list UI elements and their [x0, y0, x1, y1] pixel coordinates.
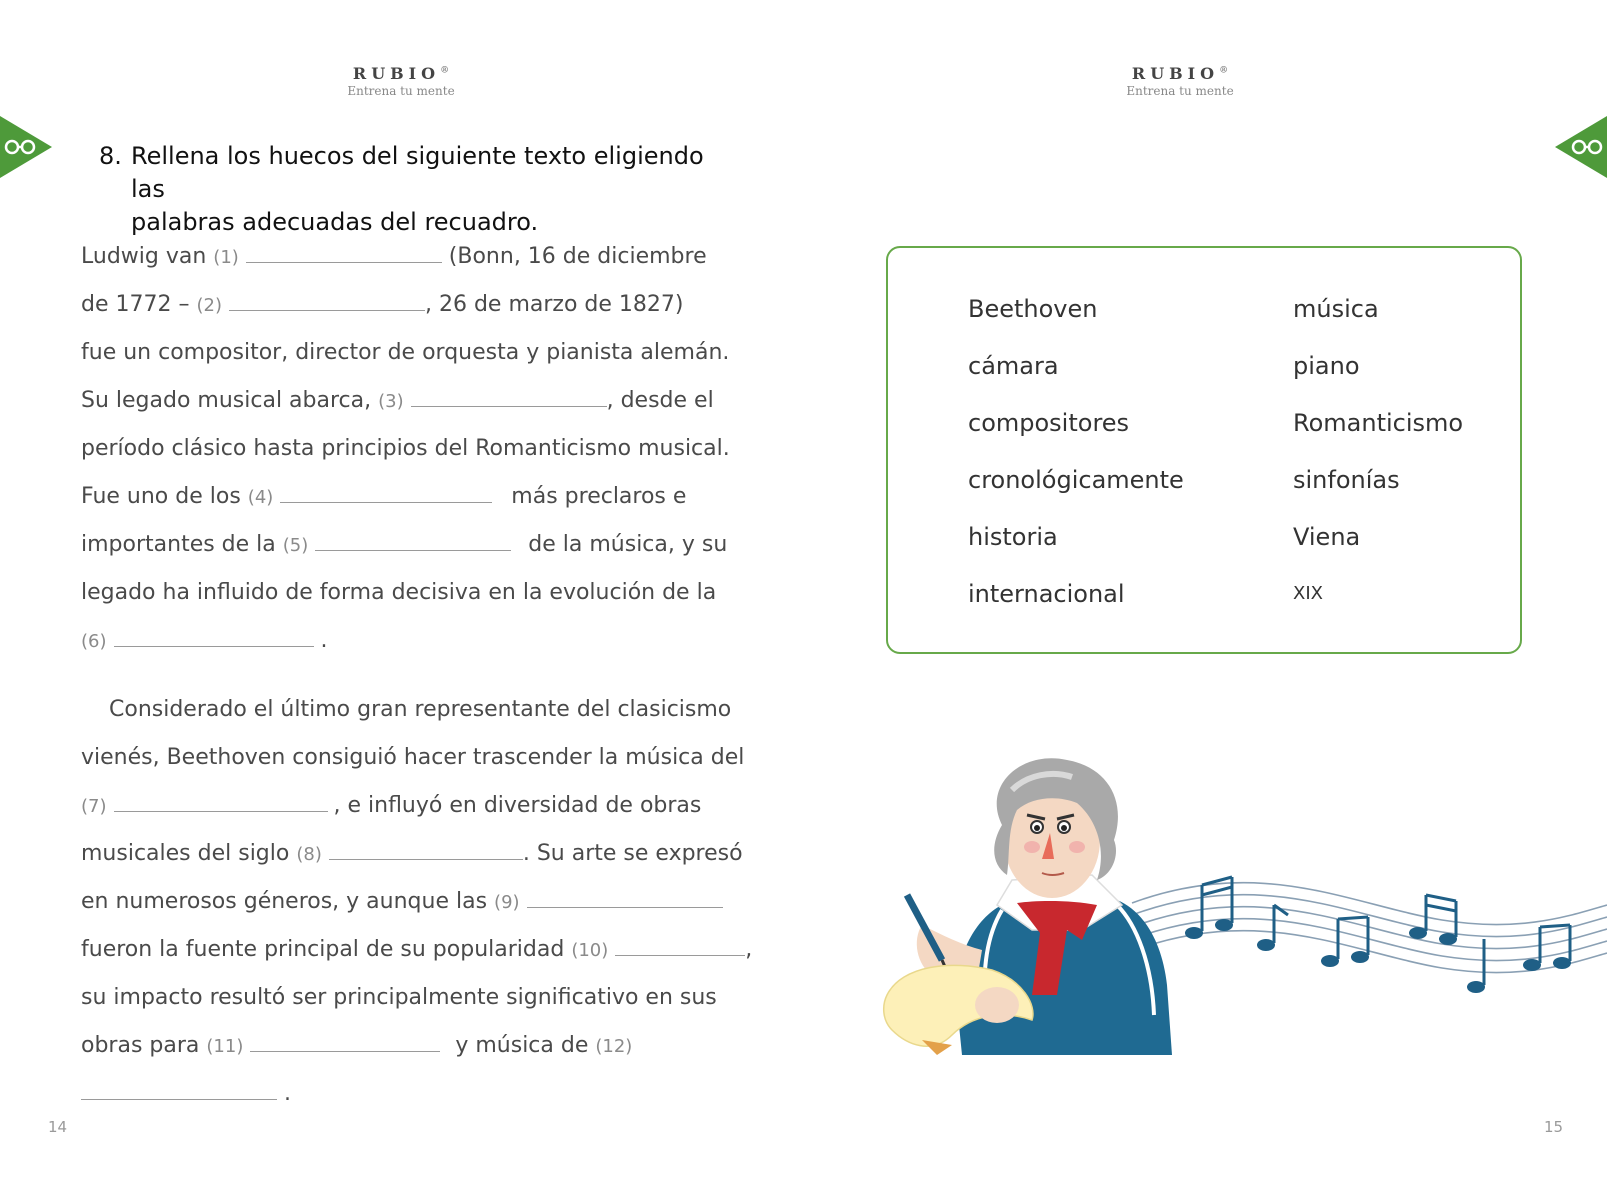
blank-number-5: (5)	[282, 535, 309, 556]
text-line: Considerado el último gran representante del clasicismo	[109, 697, 732, 722]
blank-4[interactable]	[280, 484, 492, 503]
text-line: legado ha influido de forma decisiva en la evolución de la	[81, 580, 717, 605]
text-line: su impacto resultó ser principalmente significativo en sus	[81, 985, 717, 1010]
blank-9[interactable]	[527, 889, 723, 908]
text-line	[81, 1022, 761, 1070]
blank-number-8: (8)	[296, 844, 322, 865]
page-number: 14	[48, 1118, 68, 1136]
text-line	[81, 521, 761, 569]
text-line	[81, 782, 761, 830]
word-bank-item: Beethoven	[968, 295, 1098, 323]
blank-12[interactable]	[81, 1081, 277, 1100]
text-line	[81, 281, 761, 329]
text-fragment: , e influyó en diversidad de obras	[333, 793, 702, 818]
word-bank-item: XIX	[1293, 583, 1323, 604]
exercise-title-line-1: Rellena los huecos del siguiente texto eligiendo las	[131, 142, 704, 203]
word-bank-item: piano	[1293, 352, 1360, 380]
logo-tagline: Entrena tu mente	[1126, 84, 1234, 98]
blank-number-10: (10)	[571, 940, 609, 961]
word-bank-item: cámara	[968, 352, 1059, 380]
blank-2[interactable]	[229, 292, 425, 311]
text-fragment: , 26 de marzo de 1827)	[424, 292, 684, 317]
text-fragment: , desde el	[606, 388, 714, 413]
text-line	[81, 377, 761, 425]
text-fragment: Su legado musical abarca,	[81, 388, 372, 413]
text-fragment: de la música, y su	[528, 532, 728, 557]
blank-number-2: (2)	[196, 295, 222, 316]
blank-number-1: (1)	[213, 247, 239, 268]
text-fragment: de 1772 –	[81, 292, 190, 317]
word-bank-item: historia	[968, 523, 1058, 551]
blank-number-7: (7)	[81, 796, 107, 817]
logo-brand: RUBIO	[352, 64, 441, 83]
glasses-icon	[1555, 116, 1607, 178]
text-fragment: musicales del siglo	[81, 841, 290, 866]
text-line	[81, 473, 761, 521]
blank-3[interactable]	[411, 388, 607, 407]
blank-number-12: (12)	[595, 1036, 633, 1057]
text-line: vienés, Beethoven consiguió hacer trascender la música del	[81, 745, 745, 770]
blank-number-11: (11)	[206, 1036, 244, 1057]
word-bank-item: internacional	[968, 580, 1125, 608]
blank-5[interactable]	[315, 532, 511, 551]
text-line	[81, 617, 761, 665]
text-fragment: y música de	[455, 1033, 589, 1058]
page-number: 15	[1544, 1118, 1564, 1136]
text-fragment: obras para	[81, 1033, 200, 1058]
exercise-number: 8.	[99, 142, 122, 170]
left-page	[0, 0, 803, 1200]
blank-number-3: (3)	[378, 391, 404, 412]
text-fragment: en numerosos géneros, y aunque las	[81, 889, 488, 914]
blank-11[interactable]	[250, 1033, 440, 1052]
text-fragment: .	[320, 628, 328, 653]
text-fragment: importantes de la	[81, 532, 276, 557]
exercise-title-line-2: palabras adecuadas del recuadro.	[131, 208, 539, 236]
text-line	[81, 233, 761, 281]
text-fragment: Ludwig van	[81, 244, 207, 269]
brand-logo: RUBIO® Entrena tu mente	[331, 64, 471, 98]
blank-7[interactable]	[114, 793, 328, 812]
blank-number-6: (6)	[81, 631, 107, 652]
paragraph-1	[81, 233, 761, 665]
logo-tagline: Entrena tu mente	[347, 84, 455, 98]
text-line	[81, 830, 761, 878]
text-fragment: (Bonn, 16 de diciembre	[448, 244, 707, 269]
text-fragment: fueron la fuente principal de su popularidad	[81, 937, 565, 962]
word-bank-item: Romanticismo	[1293, 409, 1464, 437]
word-bank	[886, 246, 1522, 654]
brand-logo: RUBIO® Entrena tu mente	[1110, 64, 1250, 98]
text-line: período clásico hasta principios del Romanticismo musical.	[81, 436, 730, 461]
blank-number-9: (9)	[494, 892, 520, 913]
word-bank-item: música	[1293, 295, 1379, 323]
exercise-title	[99, 140, 739, 239]
blank-8[interactable]	[329, 841, 523, 860]
text-fragment: Fue uno de los	[81, 484, 241, 509]
blank-6[interactable]	[114, 628, 314, 647]
text-fragment: más preclaros e	[511, 484, 687, 509]
blank-1[interactable]	[246, 244, 442, 263]
word-bank-item: compositores	[968, 409, 1130, 437]
word-bank-item: Viena	[1293, 523, 1361, 551]
paragraph-2	[81, 686, 761, 1118]
right-page	[804, 0, 1607, 1200]
glasses-icon	[0, 116, 52, 178]
text-line	[81, 1070, 761, 1118]
text-fragment: ,	[745, 937, 753, 962]
beethoven-composer-illustration	[882, 755, 1607, 1090]
blank-number-4: (4)	[247, 487, 274, 508]
text-line	[81, 878, 761, 926]
blank-10[interactable]	[615, 937, 745, 956]
logo-brand: RUBIO	[1131, 64, 1220, 83]
text-fragment: .	[284, 1081, 291, 1106]
text-line: fue un compositor, director de orquesta y pianista alemán.	[81, 340, 730, 365]
text-fragment: . Su arte se expresó	[522, 841, 743, 866]
text-line	[81, 926, 761, 974]
word-bank-item: sinfonías	[1293, 466, 1400, 494]
word-bank-item: cronológicamente	[968, 466, 1184, 494]
